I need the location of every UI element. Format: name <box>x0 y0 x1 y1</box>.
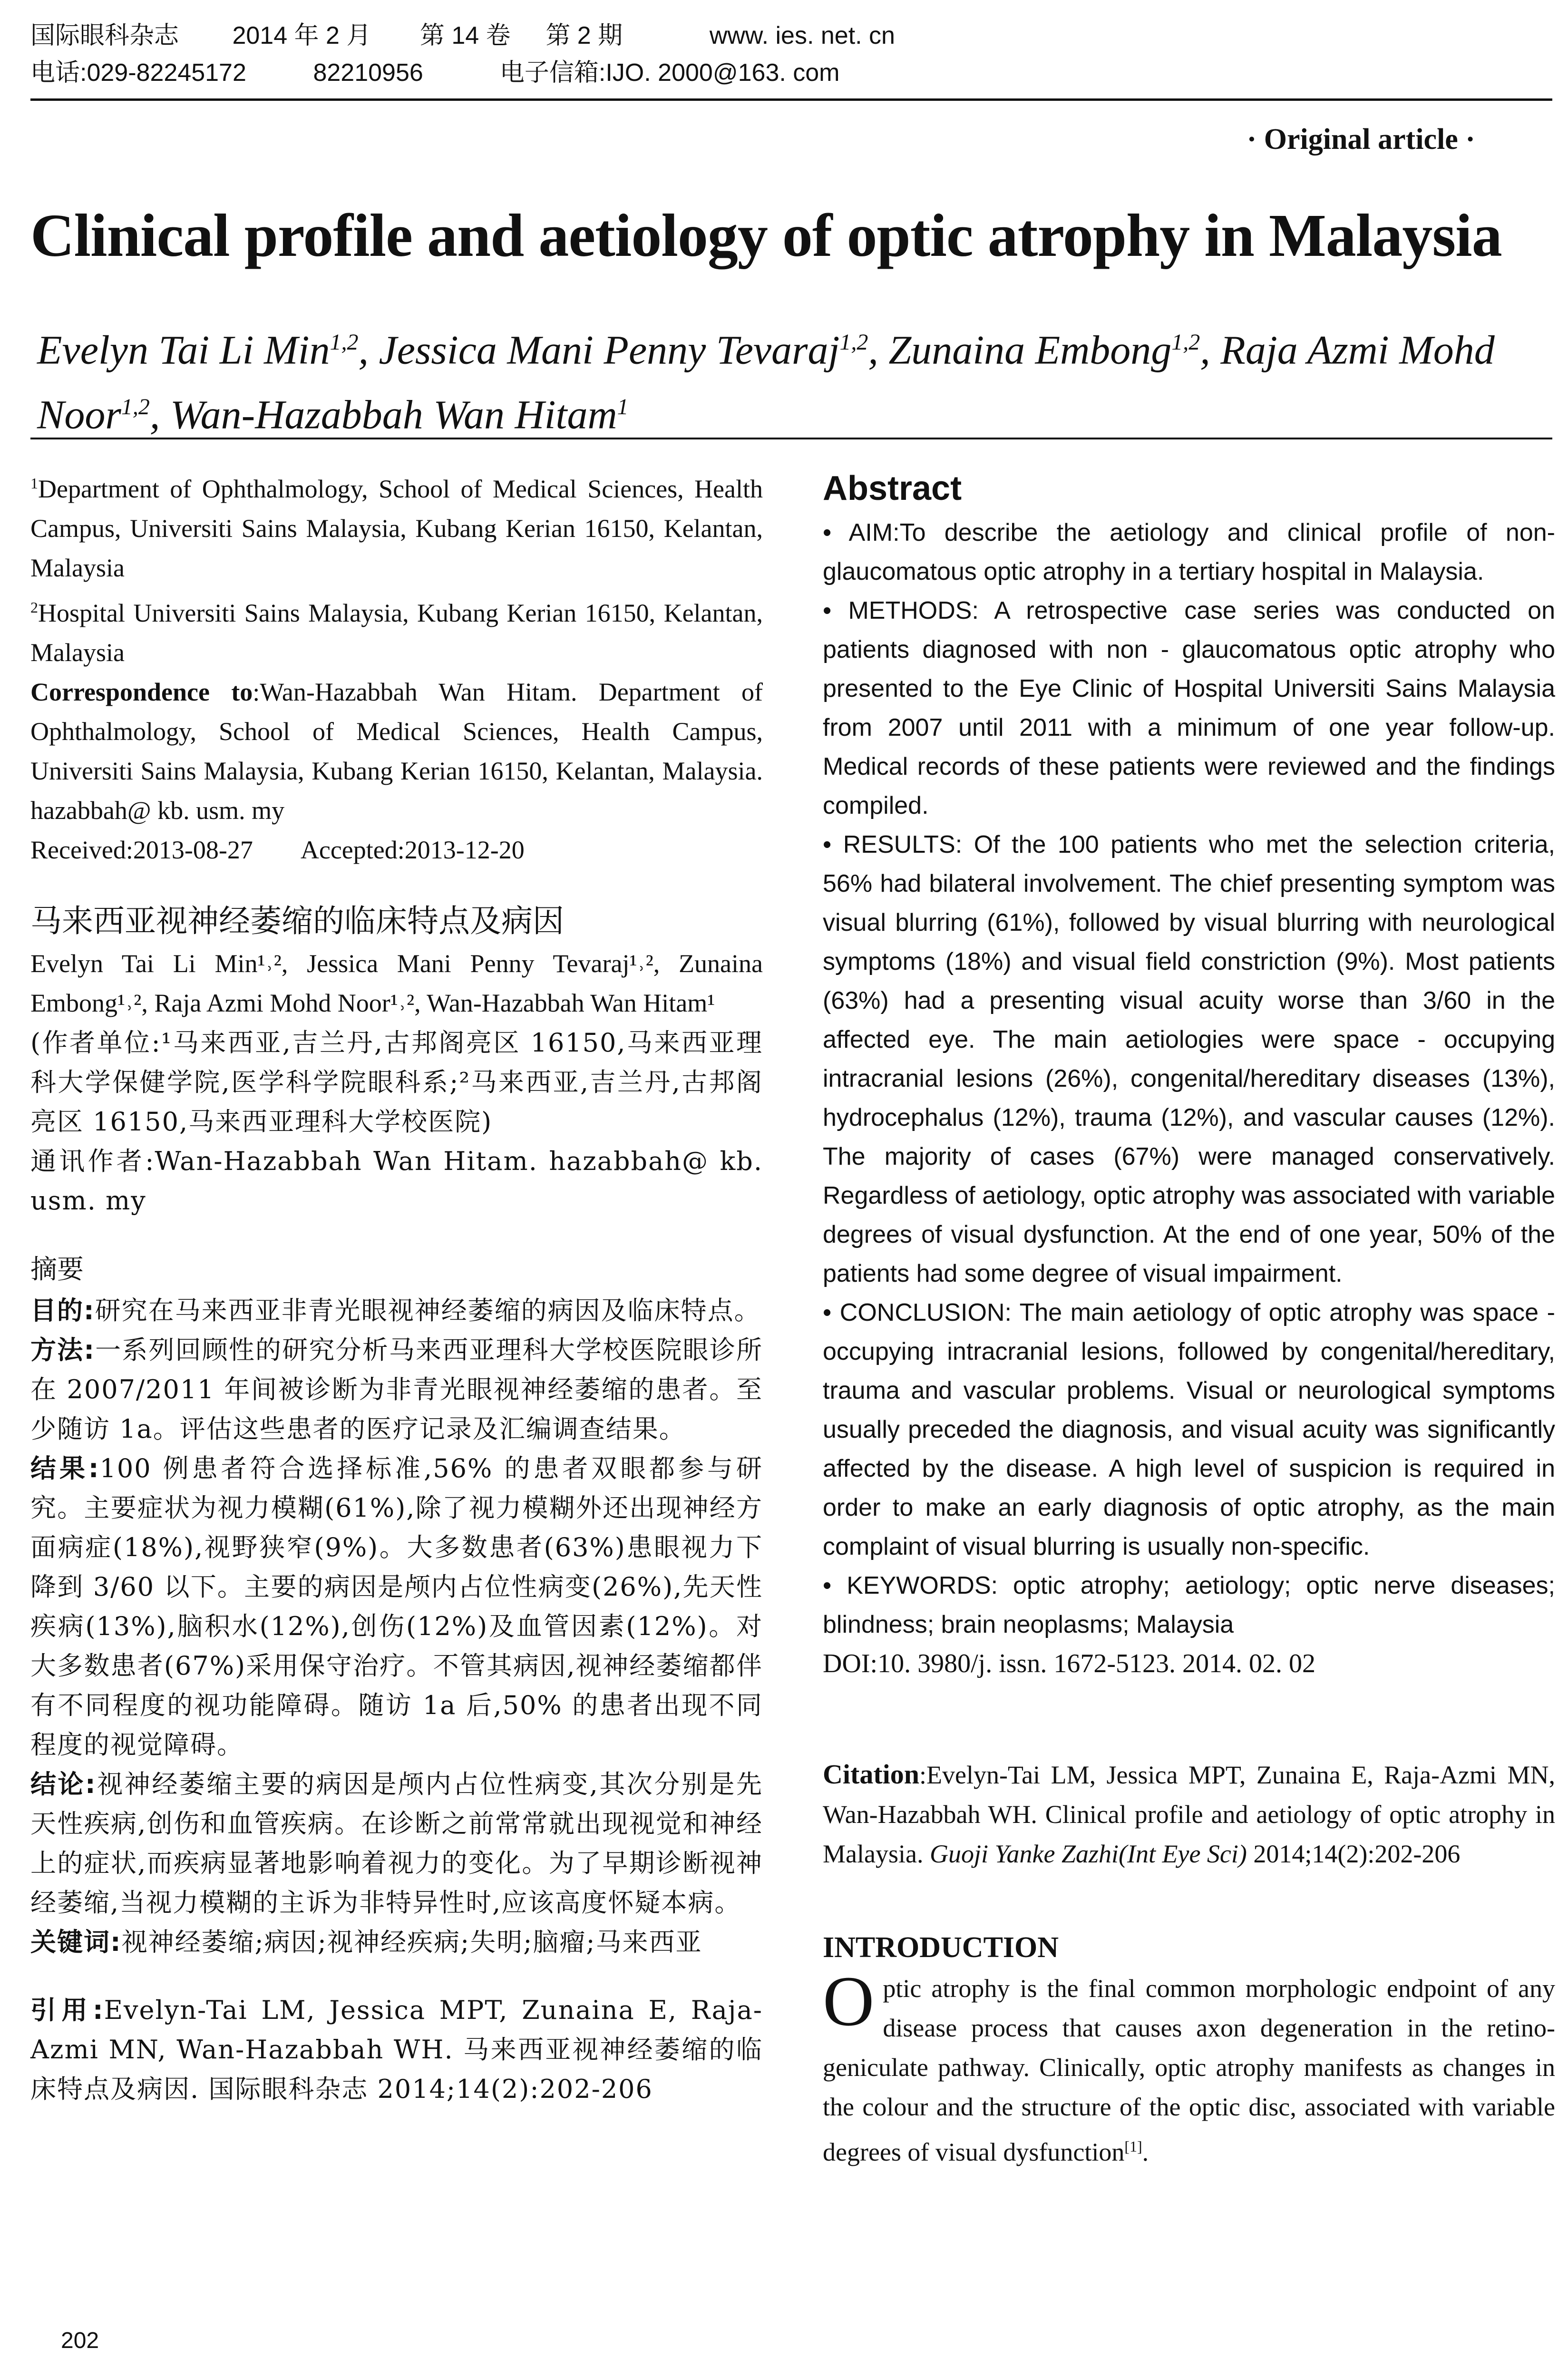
correspondence-text: :Wan-Hazabbah Wan Hitam. Department of Ophthalmology, School of Medical Sciences, Health Campus, Universiti Sains Malaysia, Kubang Kerian 16150, Kelantan, Malaysia. hazabbah@ kb. usm. my <box>30 678 763 825</box>
author-affiliation: 1,2 <box>839 330 868 355</box>
abstract-methods <box>823 591 1555 825</box>
introduction-heading: INTRODUCTION <box>823 1931 1059 1964</box>
methods-label: 方法: <box>30 1335 95 1365</box>
chinese-results <box>30 1449 763 1764</box>
results-label: • RESULTS: <box>823 831 963 858</box>
page-number: 202 <box>61 2328 99 2353</box>
abstract-conclusion <box>823 1293 1555 1566</box>
issue-number: 第 2 期 <box>545 22 623 49</box>
abstract-keywords <box>823 1566 1555 1644</box>
chinese-affiliations: (作者单位:¹马来西亚,吉兰丹,古邦阁亮区 16150,马来西亚理科大学保健学院,医学科学院眼科系;²马来西亚,吉兰丹,古邦阁亮区 16150,马来西亚理科大学校医院) <box>30 1028 763 1137</box>
methods-text: A retrospective case series was conducted on patients diagnosed with non - glaucomatous optic atrophy who presented to the Eye Clinic of Hospital Universiti Sains Malaysia from 2007 until 2011 with a minimum of one year follow-up. Medical records of these patients were reviewed and the findings compiled. <box>823 597 1555 819</box>
author: Zunaina Embong <box>888 327 1172 373</box>
introduction-paragraph <box>823 1962 1555 2172</box>
article-title: Clinical profile and aetiology of optic atrophy in Malaysia <box>30 202 1502 269</box>
citation <box>823 1754 1555 1874</box>
left-column <box>30 464 763 2109</box>
chinese-keywords <box>30 1922 763 1962</box>
drop-cap: O <box>823 1962 875 2041</box>
journal-name: 国际眼科杂志 <box>30 22 179 49</box>
email[interactable]: 电子信箱:IJO. 2000@163. com <box>499 59 840 87</box>
section-label: · Original article · <box>1247 123 1475 156</box>
conclusion-text: 视神经萎缩主要的病因是颅内占位性病变,其次分别是先天性疾病,创伤和血管疾病。在诊断之前常常就出现视觉和神经上的症状,而疾病显著地影响着视力的变化。为了早期诊断视神经萎缩,当视力模糊的主诉为非特异性时,应该高度怀疑本病。 <box>30 1769 763 1918</box>
author-affiliation: 1 <box>617 394 629 419</box>
correspondence <box>30 672 763 830</box>
chinese-citation <box>30 1990 763 2109</box>
conclusion-text: The main aetiology of optic atrophy was space - occupying intracranial lesions, followed by congenital/hereditary, trauma and vascular problems. Visual or neurological symptoms usually preceded the diagnosis, and visual acuity was significantly affected by the disease. A high level of suspicion is required in order to make an early diagnosis of optic atrophy, as the main complaint of visual blurring is usually non-specific. <box>823 1299 1555 1560</box>
affiliation-number: 2 <box>30 599 38 616</box>
results-label: 结果: <box>30 1453 100 1483</box>
chinese-objective <box>30 1291 763 1330</box>
author-affiliation: 1,2 <box>330 330 359 355</box>
citation-journal: Guoji Yanke Zazhi(Int Eye Sci) <box>929 1840 1247 1868</box>
right-column <box>823 464 1555 2172</box>
abstract-results <box>823 825 1555 1293</box>
methods-label: • METHODS: <box>823 597 979 624</box>
citation-pages: 2014;14(2):202-206 <box>1247 1840 1461 1868</box>
volume: 第 14 卷 <box>419 22 511 49</box>
issue-date: 2014 年 2 月 <box>232 22 371 49</box>
chinese-abstract-heading: 摘要 <box>30 1254 84 1285</box>
dates <box>30 830 763 870</box>
received-date: Received:2013-08-27 <box>30 836 253 864</box>
affiliation-text: Hospital Universiti Sains Malaysia, Kubang Kerian 16150, Kelantan, Malaysia <box>30 599 763 667</box>
objective-label: 目的: <box>30 1296 95 1325</box>
abstract-aim <box>823 513 1555 591</box>
chinese-conclusion <box>30 1764 763 1922</box>
phone-2: 82210956 <box>313 59 423 87</box>
author-list: Evelyn Tai Li Min$^{1,2}$, Jessica Mani Penny Tevaraj$^{1,2}$, Zunaina Embong$^{1,2}$, Raja Azmi Mohd Noor$^{1,2}$, Wan-Hazabbah Wan Hitam$^1$ <box>37 327 1495 438</box>
header-divider <box>30 98 1552 101</box>
chinese-correspondence: 通讯作者:Wan-Hazabbah Wan Hitam. hazabbah@ kb. usm. my <box>30 1146 763 1216</box>
abstract-heading: Abstract <box>823 469 962 507</box>
header-line-2 <box>30 54 1552 91</box>
affiliation-number: 1 <box>30 475 38 492</box>
author-affiliation: 1,2 <box>1171 330 1200 355</box>
chinese-authors: Evelyn Tai Li Min¹˒², Jessica Mani Penny Tevaraj¹˒², Zunaina Embong¹˒², Raja Azmi Mohd Noor¹˒², Wan-Hazabbah Wan Hitam¹ <box>30 949 763 1017</box>
aim-text: To describe the aetiology and clinical profile of non-glaucomatous optic atrophy in a tertiary hospital in Malaysia. <box>823 519 1555 585</box>
author: Raja Azmi Mohd Noor <box>37 327 1495 438</box>
objective-text: 研究在马来西亚非青光眼视神经萎缩的病因及临床特点。 <box>95 1296 761 1325</box>
methods-text: 一系列回顾性的研究分析马来西亚理科大学校医院眼诊所在 2007/2011 年间被诊断为非青光眼视神经萎缩的患者。至少随访 1a。评估这些患者的医疗记录及汇编调查结果。 <box>30 1335 763 1444</box>
aim-label: • AIM: <box>823 519 900 546</box>
conclusion-label: • CONCLUSION: <box>823 1299 1012 1326</box>
keywords-text: 视神经萎缩;病因;视神经疾病;失明;脑瘤;马来西亚 <box>121 1927 702 1957</box>
introduction-end: . <box>1142 2138 1149 2166</box>
author: Wan-Hazabbah Wan Hitam <box>170 391 617 438</box>
affiliation-1 <box>30 464 763 588</box>
author-affiliation: 1,2 <box>121 394 150 419</box>
citation-text: :Evelyn-Tai LM, Jessica MPT, Zunaina E, Raja-Azmi MN, Wan-Hazabbah WH. Clinical profile and aetiology of optic atrophy in Malaysia. <box>823 1761 1555 1868</box>
keywords-label: • KEYWORDS: <box>823 1572 998 1599</box>
keywords-label: 关键词: <box>30 1927 122 1957</box>
header-line-1 <box>30 17 1552 54</box>
author: Jessica Mani Penny Tevaraj <box>379 327 840 373</box>
doi[interactable]: DOI:10. 3980/j. issn. 1672-5123. 2014. 02. 02 <box>823 1649 1315 1678</box>
results-text: Of the 100 patients who met the selection criteria, 56% had bilateral involvement. The chief presenting symptom was visual blurring (61%), followed by visual blurring with neurological symptoms (18%) and visual field constriction (9%). Most patients (63%) had a presenting visual acuity worse than 3/60 in the affected eye. The main aetiologies were space - occupying intracranial lesions (26%), congenital/hereditary diseases (13%), hydrocephalus (12%), trauma (12%), and vascular causes (12%). The majority of cases (67%) were managed conservatively. Regardless of aetiology, optic atrophy was associated with variable degrees of visual dysfunction. At the end of one year, 50% of the patients had some degree of visual impairment. <box>823 831 1555 1287</box>
chinese-methods <box>30 1330 763 1449</box>
journal-website[interactable]: www. ies. net. cn <box>709 22 895 49</box>
keywords-text: optic atrophy; aetiology; optic nerve diseases; blindness; brain neoplasms; Malaysia <box>823 1572 1555 1638</box>
journal-header <box>30 17 1552 91</box>
reference-marker[interactable]: [1] <box>1124 2138 1142 2155</box>
author-divider <box>30 438 1552 439</box>
phone: 电话:029-82245172 <box>30 59 246 87</box>
correspondence-label: Correspondence to <box>30 678 253 706</box>
author: Evelyn Tai Li Min <box>37 327 330 373</box>
results-text: 100 例患者符合选择标准,56% 的患者双眼都参与研究。主要症状为视力模糊(61%),除了视力模糊外还出现神经方面病症(18%),视野狭窄(9%)。大多数患者(63%)患眼视力下降到 3/60 以下。主要的病因是颅内占位性病变(26%),先天性疾病(13%),脑积水(12%),创伤(12%)及血管因素(12%)。对大多数患者(67%)采用保守治疗。不管其病因,视神经萎缩都伴有不同程度的视功能障碍。随访 1a 后,50% 的患者出现不同程度的视觉障碍。 <box>30 1453 763 1760</box>
accepted-date: Accepted:2013-12-20 <box>300 836 525 864</box>
citation-label: Citation <box>823 1759 919 1790</box>
citation-text: Evelyn-Tai LM, Jessica MPT, Zunaina E, Raja-Azmi MN, Wan-Hazabbah WH. 马来西亚视神经萎缩的临床特点及病因. 国际眼科杂志 2014;14(2):202-206 <box>30 1995 763 2104</box>
citation-label: 引用: <box>30 1995 104 2025</box>
chinese-title: 马来西亚视神经萎缩的临床特点及病因 <box>30 903 564 939</box>
conclusion-label: 结论: <box>30 1769 97 1799</box>
affiliation-text: Department of Ophthalmology, School of Medical Sciences, Health Campus, Universiti Sains Malaysia, Kubang Kerian 16150, Kelantan, Malaysia <box>30 475 763 582</box>
affiliation-2 <box>30 588 763 672</box>
introduction-text: ptic atrophy is the final common morphologic endpoint of any disease process that causes axon degeneration in the retino-geniculate pathway. Clinically, optic atrophy manifests as changes in the colour and the structure of the optic disc, associated with variable degrees of visual dysfunction <box>823 1974 1555 2166</box>
